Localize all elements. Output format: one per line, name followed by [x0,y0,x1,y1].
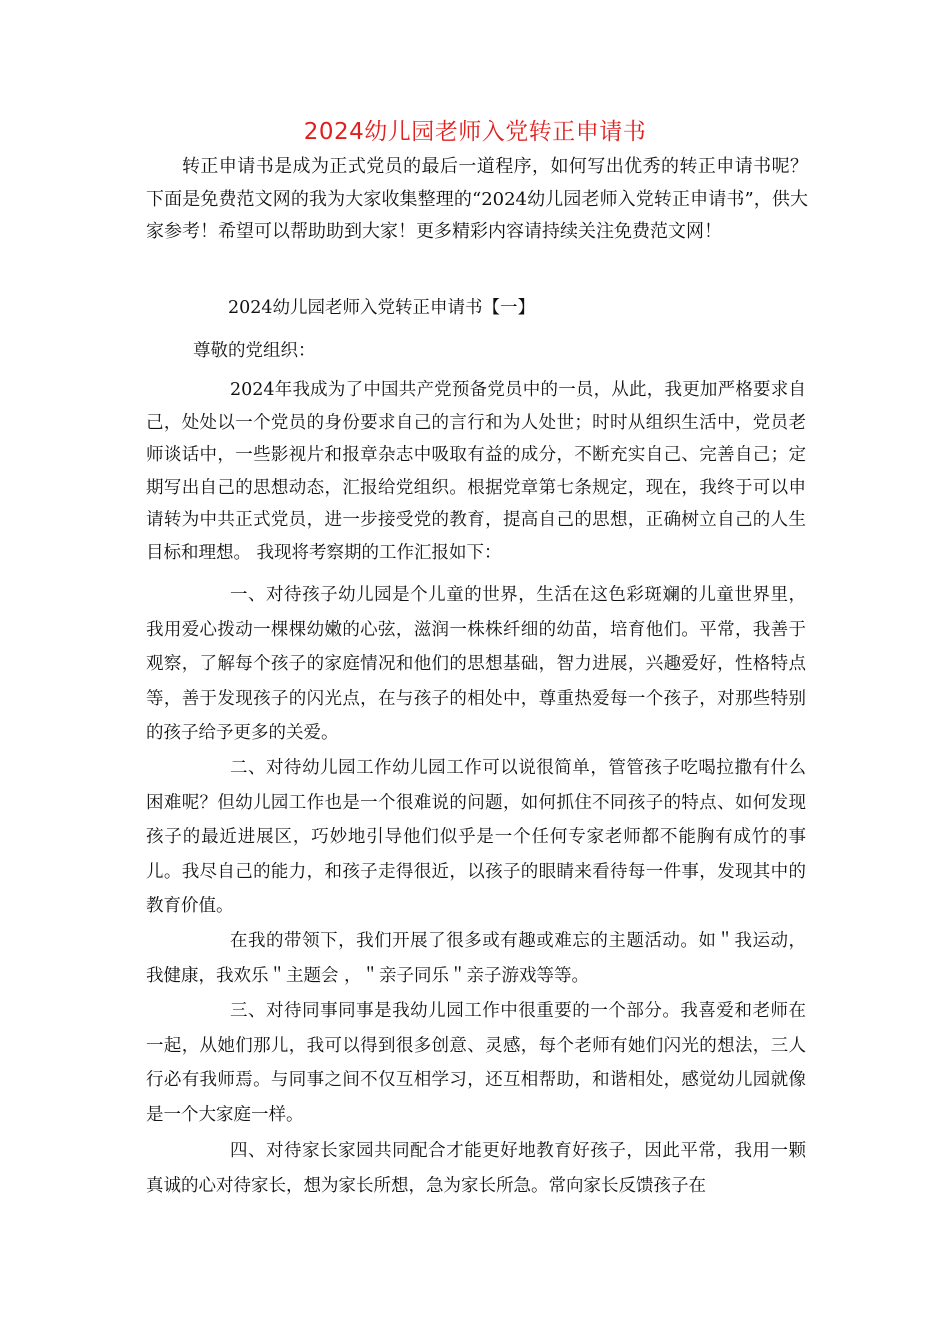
intro-paragraph: 转正申请书是成为正式党员的最后一道程序，如何写出优秀的转正申请书呢？下面是免费范文网的我为大家收集整理的“2024幼儿园老师入党转正申请书”，供大家参考！希望可以帮助助到大家！更多精彩内容请持续关注免费范文网！ [146,156,808,242]
section-heading: 2024幼儿园老师入党转正申请书【一】 [228,298,536,318]
body-paragraph-3: 二、对待幼儿园工作幼儿园工作可以说很简单，管管孩子吃喝拉撒有什么困难呢？但幼儿园工作也是一个很难说的问题，如何抓住不同孩子的特点、如何发现孩子的最近进展区，巧妙地引导他们似乎是一个任何专家老师都不能胸有成竹的事儿。我尽自己的能力，和孩子走得很近，以孩子的眼睛来看待每一件事，发现其中的教育价值。 [146,758,806,917]
body-paragraph-6: 四、对待家长家园共同配合才能更好地教育好孩子，因此平常，我用一颗真诚的心对待家长，想为家长所想，急为家长所急。常向家长反馈孩子在 [146,1141,806,1196]
body-paragraph-1: 2024年我成为了中国共产党预备党员中的一员，从此，我更加严格要求自己，处处以一个党员的身份要求自己的言行和为人处世；时时从组织生活中，党员老师谈话中，一些影视片和报章杂志中吸取有益的成分，不断充实自己、完善自己；定期写出自己的思想动态，汇报给党组织。根据党章第七条规定，现在，我终于可以申请转为中共正式党员，进一步接受党的教育，提高自己的思想，正确树立自己的人生目标和理想。 我现将考察期的工作汇报如下： [146,380,806,563]
salutation: 尊敬的党组织： [193,341,316,361]
body-paragraph-2: 一、对待孩子幼儿园是个儿童的世界，生活在这色彩斑斓的儿童世界里，我用爱心拨动一棵棵幼嫩的心弦，滋润一株株纤细的幼苗，培育他们。平常，我善于观察，了解每个孩子的家庭情况和他们的思想基础，智力进展，兴趣爱好，性格特点等，善于发现孩子的闪光点，在与孩子的相处中，尊重热爱每一个孩子，对那些特别的孩子给予更多的关爱。 [146,585,806,744]
body-paragraph-4: 在我的带领下，我们开展了很多或有趣或难忘的主题活动。如＂我运动，我健康，我欢乐＂主题会 ，＂亲子同乐＂亲子游戏等等。 [146,931,806,986]
body-paragraph-5: 三、对待同事同事是我幼儿园工作中很重要的一个部分。我喜爱和老师在一起，从她们那儿，我可以得到很多创意、灵感，每个老师有她们闪光的想法，三人行必有我师焉。与同事之间不仅互相学习，还互相帮助，和谐相处，感觉幼儿园就像是一个大家庭一样。 [146,1001,806,1125]
document-title: 2024幼儿园老师入党转正申请书 [303,119,647,145]
